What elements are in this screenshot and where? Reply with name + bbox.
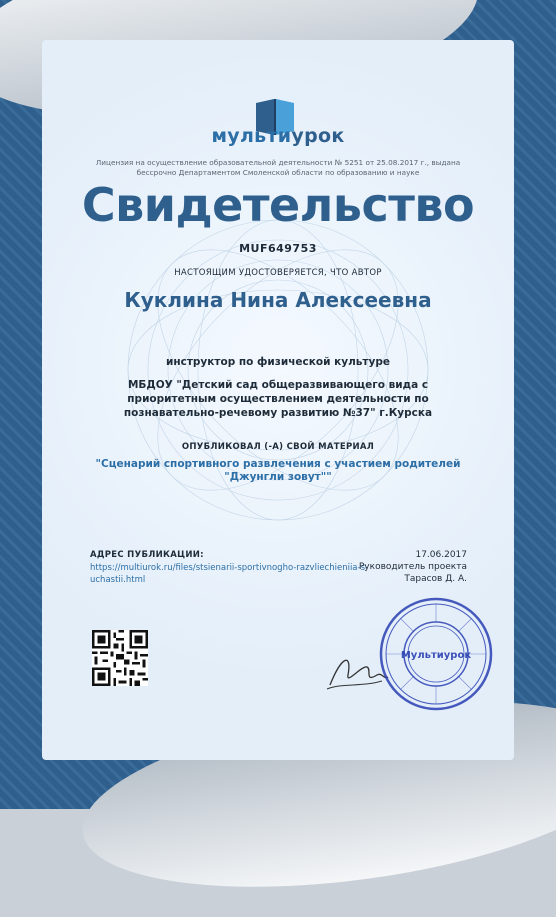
director-name: Тарасов Д. А.	[404, 574, 467, 584]
brand-name-part1: мульти	[211, 125, 292, 147]
material-title: "Сценарий спортивного развлечения с участием родителей "Джунгли зовут""	[95, 458, 461, 483]
certificate-code: MUF649753	[239, 242, 317, 255]
certify-statement: НАСТОЯЩИМ УДОСТОВЕРЯЕТСЯ, ЧТО АВТОР	[174, 268, 382, 278]
license-text: Лицензия на осуществление образовательной деятельности № 5251 от 25.08.2017 г., выдана бессрочно Департаментом Смоленской области по образованию и науке	[95, 158, 461, 177]
brand-name	[42, 125, 514, 147]
certificate-title: Свидетельство	[81, 178, 475, 232]
author-position: инструктор по физической культуре	[165, 356, 390, 368]
seal-stamp-icon	[377, 595, 495, 713]
organization-name: МБДОУ "Детский сад общеразвивающего вида с приоритетным осуществлением деятельности по познавательно-речевому развитию №37" г.Курска	[123, 379, 433, 419]
issue-date: 17.06.2017	[415, 550, 467, 560]
address-label: АДРЕС ПУБЛИКАЦИИ:	[90, 550, 204, 560]
certificate-paper	[42, 40, 514, 760]
published-label: ОПУБЛИКОВАЛ (-А) СВОЙ МАТЕРИАЛ	[181, 442, 375, 452]
qr-code	[92, 630, 148, 686]
stamp-center-text: Мультиурок	[400, 650, 472, 661]
director-title: Руководитель проекта	[358, 562, 467, 572]
address-link[interactable]: https://multiurok.ru/files/stsienarii-sportivnogho-razvliechieniia-s-uchastii.html	[90, 563, 369, 585]
author-name: Куклина Нина Алексеевна	[124, 288, 432, 312]
brand-name-part2: урок	[291, 125, 345, 147]
